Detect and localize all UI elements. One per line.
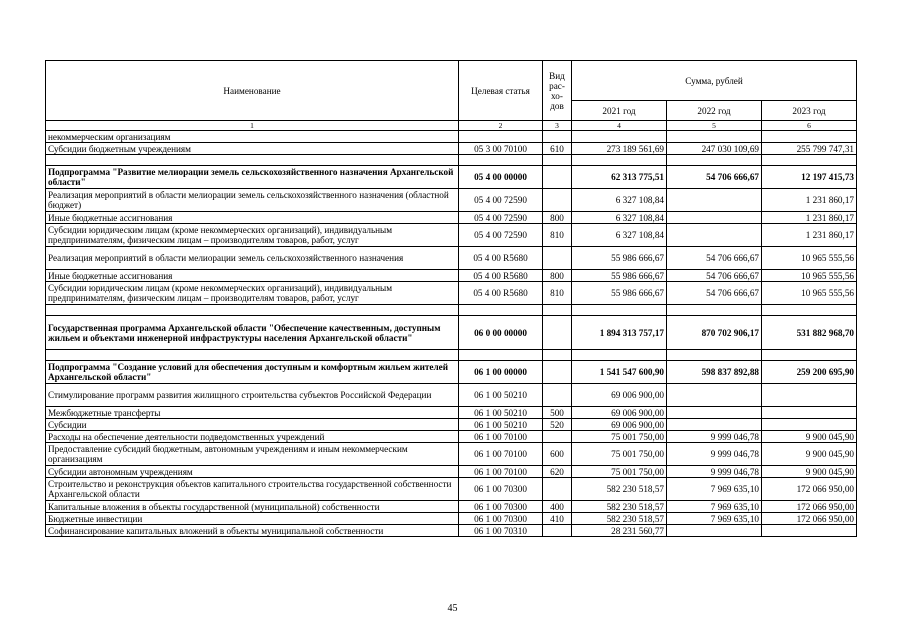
row-sum-2021: 69 006 900,00	[572, 384, 667, 407]
row-sum-2022: 54 706 666,67	[667, 247, 762, 270]
row-name: Бюджетные инвестиции	[46, 513, 459, 525]
row-sum-2022	[667, 212, 762, 224]
row-sum-2023	[762, 155, 857, 166]
row-name: Субсидии	[46, 419, 459, 431]
row-name: Субсидии юридическим лицам (кроме некоммерческих организаций), индивидуальным предпринимателям, физическим лицам – производителям товаров, работ, услуг	[46, 282, 459, 305]
table-row	[46, 212, 857, 224]
row-name: Субсидии юридическим лицам (кроме некоммерческих организаций), индивидуальным предпринимателям, физическим лицам – производителям товаров, работ, услуг	[46, 224, 459, 247]
table-row	[46, 407, 857, 419]
row-expense-type	[543, 350, 572, 361]
table-row	[46, 143, 857, 155]
header-name: Наименование	[46, 61, 459, 121]
row-expense-type	[543, 155, 572, 166]
row-sum-2023: 10 965 555,56	[762, 270, 857, 282]
row-sum-2022	[667, 155, 762, 166]
row-expense-type: 520	[543, 419, 572, 431]
table-row	[46, 282, 857, 305]
row-sum-2021: 75 001 750,00	[572, 431, 667, 443]
row-target-article: 06 0 00 00000	[459, 316, 543, 350]
row-name: Реализация мероприятий в области мелиорации земель сельскохозяйственного назначения	[46, 247, 459, 270]
table-row	[46, 131, 857, 143]
row-sum-2021: 6 327 108,84	[572, 189, 667, 212]
row-sum-2023: 12 197 415,73	[762, 166, 857, 189]
table-row	[46, 305, 857, 316]
row-sum-2021: 62 313 775,51	[572, 166, 667, 189]
row-name: Реализация мероприятий в области мелиорации земель сельскохозяйственного назначения (областной бюджет)	[46, 189, 459, 212]
row-name	[46, 155, 459, 166]
row-sum-2022: 598 837 892,88	[667, 361, 762, 384]
row-sum-2023: 10 965 555,56	[762, 282, 857, 305]
table-row	[46, 350, 857, 361]
row-expense-type: 810	[543, 224, 572, 247]
row-expense-type	[543, 131, 572, 143]
row-name: Расходы на обеспечение деятельности подведомственных учреждений	[46, 431, 459, 443]
row-name: Софинансирование капитальных вложений в объекты муниципальной собственности	[46, 525, 459, 537]
row-expense-type	[543, 247, 572, 270]
budget-table	[45, 60, 857, 537]
row-sum-2023: 1 231 860,17	[762, 189, 857, 212]
row-name: Иные бюджетные ассигнования	[46, 212, 459, 224]
row-target-article	[459, 305, 543, 316]
row-sum-2023	[762, 419, 857, 431]
table-row	[46, 361, 857, 384]
table-row	[46, 189, 857, 212]
row-sum-2022: 7 969 635,10	[667, 478, 762, 501]
row-sum-2022	[667, 350, 762, 361]
column-index: 4	[572, 121, 667, 131]
row-target-article: 05 4 00 00000	[459, 166, 543, 189]
row-target-article: 05 3 00 70100	[459, 143, 543, 155]
row-sum-2023: 172 066 950,00	[762, 501, 857, 513]
row-sum-2022	[667, 419, 762, 431]
row-expense-type	[543, 525, 572, 537]
row-target-article: 06 1 00 70310	[459, 525, 543, 537]
row-sum-2023: 9 900 045,90	[762, 431, 857, 443]
row-sum-2023: 1 231 860,17	[762, 224, 857, 247]
row-sum-2023: 172 066 950,00	[762, 513, 857, 525]
row-sum-2022: 7 969 635,10	[667, 513, 762, 525]
row-name: Подпрограмма "Создание условий для обеспечения доступным и комфортным жильем жителей Архангельской области"	[46, 361, 459, 384]
row-expense-type	[543, 166, 572, 189]
row-expense-type: 610	[543, 143, 572, 155]
row-sum-2023	[762, 350, 857, 361]
row-sum-2023: 9 900 045,90	[762, 443, 857, 466]
row-sum-2021: 273 189 561,69	[572, 143, 667, 155]
row-sum-2022	[667, 131, 762, 143]
row-target-article: 05 4 00 72590	[459, 224, 543, 247]
row-name	[46, 305, 459, 316]
row-target-article: 05 4 00 R5680	[459, 282, 543, 305]
table-row	[46, 501, 857, 513]
row-target-article: 06 1 00 50210	[459, 419, 543, 431]
row-sum-2021: 582 230 518,57	[572, 501, 667, 513]
row-name	[46, 350, 459, 361]
row-sum-2022: 9 999 046,78	[667, 443, 762, 466]
row-sum-2022: 870 702 906,17	[667, 316, 762, 350]
row-expense-type	[543, 478, 572, 501]
row-sum-2022	[667, 407, 762, 419]
table-row	[46, 443, 857, 466]
row-sum-2022	[667, 305, 762, 316]
row-expense-type	[543, 189, 572, 212]
row-sum-2021: 28 231 560,77	[572, 525, 667, 537]
row-expense-type	[543, 316, 572, 350]
row-expense-type: 620	[543, 466, 572, 478]
table-row	[46, 247, 857, 270]
row-sum-2021: 582 230 518,57	[572, 478, 667, 501]
row-sum-2023: 10 965 555,56	[762, 247, 857, 270]
column-index: 2	[459, 121, 543, 131]
column-index: 3	[543, 121, 572, 131]
row-sum-2021: 69 006 900,00	[572, 419, 667, 431]
table-row	[46, 270, 857, 282]
table-row	[46, 384, 857, 407]
row-sum-2022	[667, 189, 762, 212]
row-sum-2021	[572, 305, 667, 316]
row-target-article: 06 1 00 70100	[459, 431, 543, 443]
header-expense-type: Вид рас-хо-дов	[543, 61, 572, 121]
header-year-2023: 2023 год	[762, 101, 857, 121]
row-sum-2021: 55 986 666,67	[572, 270, 667, 282]
column-index: 1	[46, 121, 459, 131]
row-expense-type: 810	[543, 282, 572, 305]
row-sum-2023: 172 066 950,00	[762, 478, 857, 501]
row-target-article: 06 1 00 50210	[459, 384, 543, 407]
row-name: Иные бюджетные ассигнования	[46, 270, 459, 282]
row-target-article: 05 4 00 72590	[459, 212, 543, 224]
table-row	[46, 525, 857, 537]
row-name: Субсидии автономным учреждениям	[46, 466, 459, 478]
row-sum-2022: 7 969 635,10	[667, 501, 762, 513]
row-sum-2023: 255 799 747,31	[762, 143, 857, 155]
header-target-article: Целевая статья	[459, 61, 543, 121]
column-index: 5	[667, 121, 762, 131]
page-number: 45	[447, 603, 458, 614]
row-name: Строительство и реконструкция объектов капитального строительства государственной собственности Архангельской области	[46, 478, 459, 501]
row-sum-2021: 55 986 666,67	[572, 247, 667, 270]
row-name: Капитальные вложения в объекты государственной (муниципальной) собственности	[46, 501, 459, 513]
table-row	[46, 316, 857, 350]
row-sum-2023	[762, 131, 857, 143]
row-sum-2022	[667, 525, 762, 537]
row-name: Подпрограмма "Развитие мелиорации земель сельскохозяйственного назначения Архангельской области"	[46, 166, 459, 189]
table-row	[46, 513, 857, 525]
row-target-article	[459, 155, 543, 166]
row-name: Межбюджетные трансферты	[46, 407, 459, 419]
row-name: Государственная программа Архангельской области "Обеспечение качественным, доступным жильем и объектами инженерной инфраструктуры населения Архангельской области"	[46, 316, 459, 350]
table-row	[46, 155, 857, 166]
table-row	[46, 419, 857, 431]
row-expense-type: 410	[543, 513, 572, 525]
row-sum-2021: 6 327 108,84	[572, 212, 667, 224]
row-name: Субсидии бюджетным учреждениям	[46, 143, 459, 155]
row-target-article: 06 1 00 50210	[459, 407, 543, 419]
row-sum-2021: 1 894 313 757,17	[572, 316, 667, 350]
row-sum-2021: 75 001 750,00	[572, 466, 667, 478]
row-sum-2021: 75 001 750,00	[572, 443, 667, 466]
row-sum-2023	[762, 407, 857, 419]
table-row	[46, 224, 857, 247]
row-target-article	[459, 350, 543, 361]
row-sum-2023	[762, 525, 857, 537]
row-sum-2021: 582 230 518,57	[572, 513, 667, 525]
row-sum-2022: 54 706 666,67	[667, 166, 762, 189]
row-sum-2022: 54 706 666,67	[667, 282, 762, 305]
row-sum-2021	[572, 155, 667, 166]
row-sum-2023	[762, 384, 857, 407]
header-year-2021: 2021 год	[572, 101, 667, 121]
row-sum-2022: 54 706 666,67	[667, 270, 762, 282]
row-expense-type	[543, 305, 572, 316]
row-expense-type: 400	[543, 501, 572, 513]
row-name: Стимулирование программ развития жилищного строительства субъектов Российской Федерации	[46, 384, 459, 407]
row-target-article: 06 1 00 70100	[459, 443, 543, 466]
row-name: Предоставление субсидий бюджетным, автономным учреждениям и иным некоммерческим организациям	[46, 443, 459, 466]
row-sum-2021	[572, 131, 667, 143]
table-row	[46, 431, 857, 443]
row-name: некоммерческим организациям	[46, 131, 459, 143]
row-sum-2021: 6 327 108,84	[572, 224, 667, 247]
row-sum-2023: 1 231 860,17	[762, 212, 857, 224]
table-row	[46, 466, 857, 478]
row-sum-2022: 9 999 046,78	[667, 431, 762, 443]
row-target-article: 06 1 00 00000	[459, 361, 543, 384]
row-expense-type: 500	[543, 407, 572, 419]
row-target-article: 06 1 00 70300	[459, 478, 543, 501]
row-sum-2021	[572, 350, 667, 361]
row-target-article: 05 4 00 R5680	[459, 270, 543, 282]
row-target-article: 06 1 00 70100	[459, 466, 543, 478]
column-index-row	[46, 121, 857, 131]
column-index: 6	[762, 121, 857, 131]
row-sum-2023	[762, 305, 857, 316]
row-sum-2021: 69 006 900,00	[572, 407, 667, 419]
row-sum-2023: 259 200 695,90	[762, 361, 857, 384]
table-header	[46, 61, 857, 131]
row-sum-2023: 9 900 045,90	[762, 466, 857, 478]
row-expense-type: 800	[543, 212, 572, 224]
row-expense-type	[543, 384, 572, 407]
row-expense-type: 800	[543, 270, 572, 282]
row-sum-2021: 55 986 666,67	[572, 282, 667, 305]
row-sum-2021: 1 541 547 600,90	[572, 361, 667, 384]
row-target-article: 06 1 00 70300	[459, 513, 543, 525]
row-expense-type	[543, 431, 572, 443]
row-expense-type: 600	[543, 443, 572, 466]
row-sum-2022: 9 999 046,78	[667, 466, 762, 478]
row-target-article: 06 1 00 70300	[459, 501, 543, 513]
row-target-article	[459, 131, 543, 143]
row-sum-2022	[667, 224, 762, 247]
table-row	[46, 166, 857, 189]
row-sum-2022: 247 030 109,69	[667, 143, 762, 155]
row-target-article: 05 4 00 R5680	[459, 247, 543, 270]
table-body	[46, 131, 857, 537]
table-row	[46, 478, 857, 501]
header-sum: Сумма, рублей	[572, 61, 857, 101]
row-sum-2022	[667, 384, 762, 407]
header-year-2022: 2022 год	[667, 101, 762, 121]
row-sum-2023: 531 882 968,70	[762, 316, 857, 350]
row-target-article: 05 4 00 72590	[459, 189, 543, 212]
row-expense-type	[543, 361, 572, 384]
